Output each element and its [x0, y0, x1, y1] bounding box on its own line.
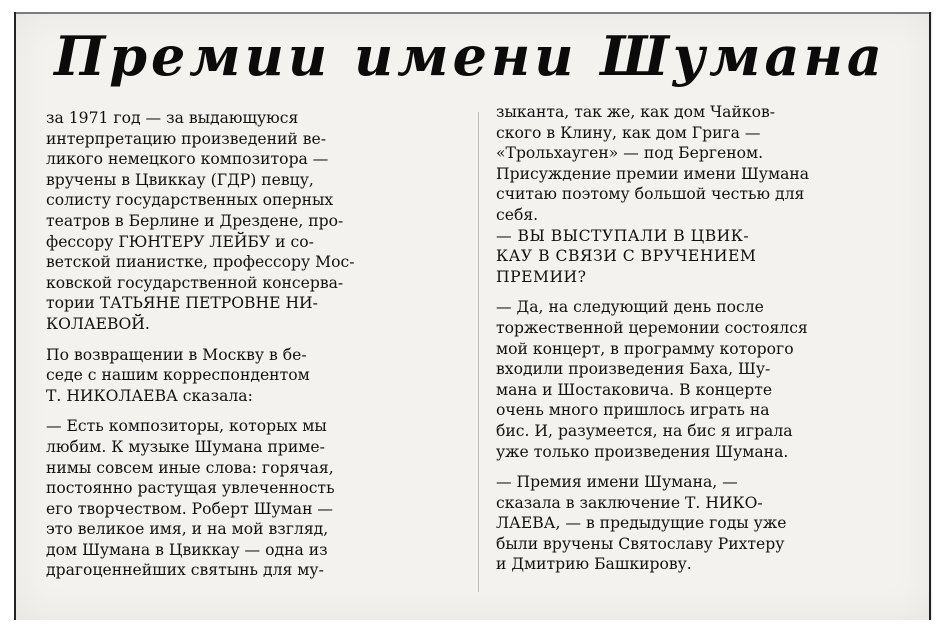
text-line: тории ТАТЬЯНЕ ПЕТРОВНЕ НИ- [46, 294, 318, 313]
text-line: были вручены Святославу Рихтеру [496, 534, 785, 553]
text-line: — Да, на следующий день после [496, 298, 764, 317]
text-line: это великое имя, и на мой взгляд, [46, 520, 329, 539]
text-line: ского в Клину, как дом Грига — [496, 123, 761, 142]
text-line: фессору ГЮНТЕРУ ЛЕЙБУ и со- [46, 232, 314, 251]
article-headline: Премии имени Шумана [54, 24, 886, 88]
text-line: торжественной церемонии состоялся [496, 318, 808, 337]
text-line: По возвращении в Москву в бе- [46, 345, 307, 364]
text-line: ветской пианистке, профессору Мос- [46, 253, 355, 272]
text-line: интерпретацию произведений ве- [46, 129, 327, 148]
clipping-right-border [929, 12, 931, 620]
text-line: за 1971 год — за выдающуюся [46, 109, 299, 127]
text-line: нимы совсем иные слова: горячая, [46, 458, 334, 477]
text-line: драгоценнейших святынь для му- [46, 561, 324, 580]
text-line: его творчеством. Роберт Шуман — [46, 499, 334, 518]
text-line: мой концерт, в программу которого [496, 339, 794, 358]
text-line: солисту государственных оперных [46, 191, 334, 210]
article-right-column [496, 102, 894, 575]
text-line: ЛАЕВА, — в предыдущие годы уже [496, 514, 787, 533]
text-line: зыканта, так же, как дом Чайков- [496, 103, 776, 121]
text-line: дом Шумана в Цвиккау — одна из [46, 540, 328, 559]
text-line: вручены в Цвиккау (ГДР) певцу, [46, 170, 314, 189]
text-line: — Премия имени Шумана, — [496, 473, 738, 492]
text-line: постоянно растущая увлеченность [46, 479, 335, 498]
text-line: и Дмитрию Башкирову. [496, 555, 692, 574]
text-line: уже только произведения Шумана. [496, 442, 789, 461]
interview-question: — ВЫ ВЫСТУПАЛИ В ЦВИК- [496, 226, 750, 245]
column-divider [478, 112, 479, 592]
text-line: «Трольхауген» — под Бергеном. [496, 144, 764, 163]
text-line: очень много пришлось играть на [496, 401, 770, 420]
text-line: ликого немецкого композитора — [46, 150, 329, 169]
paragraph-gap [496, 287, 894, 297]
text-line: Присуждение премии имени Шумана [496, 164, 810, 183]
text-line: считаю поэтому большой честью для [496, 185, 805, 204]
text-line: себя. [496, 205, 539, 224]
paragraph-gap [496, 462, 894, 472]
text-line: входили произведения Баха, Шу- [496, 360, 771, 379]
text-line: — Есть композиторы, которых мы [46, 417, 327, 436]
paragraph-gap [46, 335, 454, 345]
text-line: театров в Берлине и Дрездене, про- [46, 211, 344, 230]
interview-question: ПРЕМИИ? [496, 267, 587, 286]
interview-question: КАУ В СВЯЗИ С ВРУЧЕНИЕМ [496, 247, 757, 266]
text-line: КОЛАЕВОЙ. [46, 314, 150, 333]
paragraph-gap [46, 406, 454, 416]
text-line: седе с нашим корреспондентом [46, 366, 310, 385]
text-line: любим. К музыке Шумана приме- [46, 437, 325, 456]
clipping-top-edge [14, 12, 931, 14]
text-line: ковской государственной консерва- [46, 273, 344, 292]
text-line: Т. НИКОЛАЕВА сказала: [46, 386, 253, 405]
article-left-column [46, 108, 454, 581]
text-line: мана и Шостаковича. В концерте [496, 380, 773, 399]
text-line: бис. И, разумеется, на бис я играла [496, 421, 793, 440]
clipping-left-border [14, 12, 16, 620]
text-line: сказала в заключение Т. НИКО- [496, 493, 763, 512]
